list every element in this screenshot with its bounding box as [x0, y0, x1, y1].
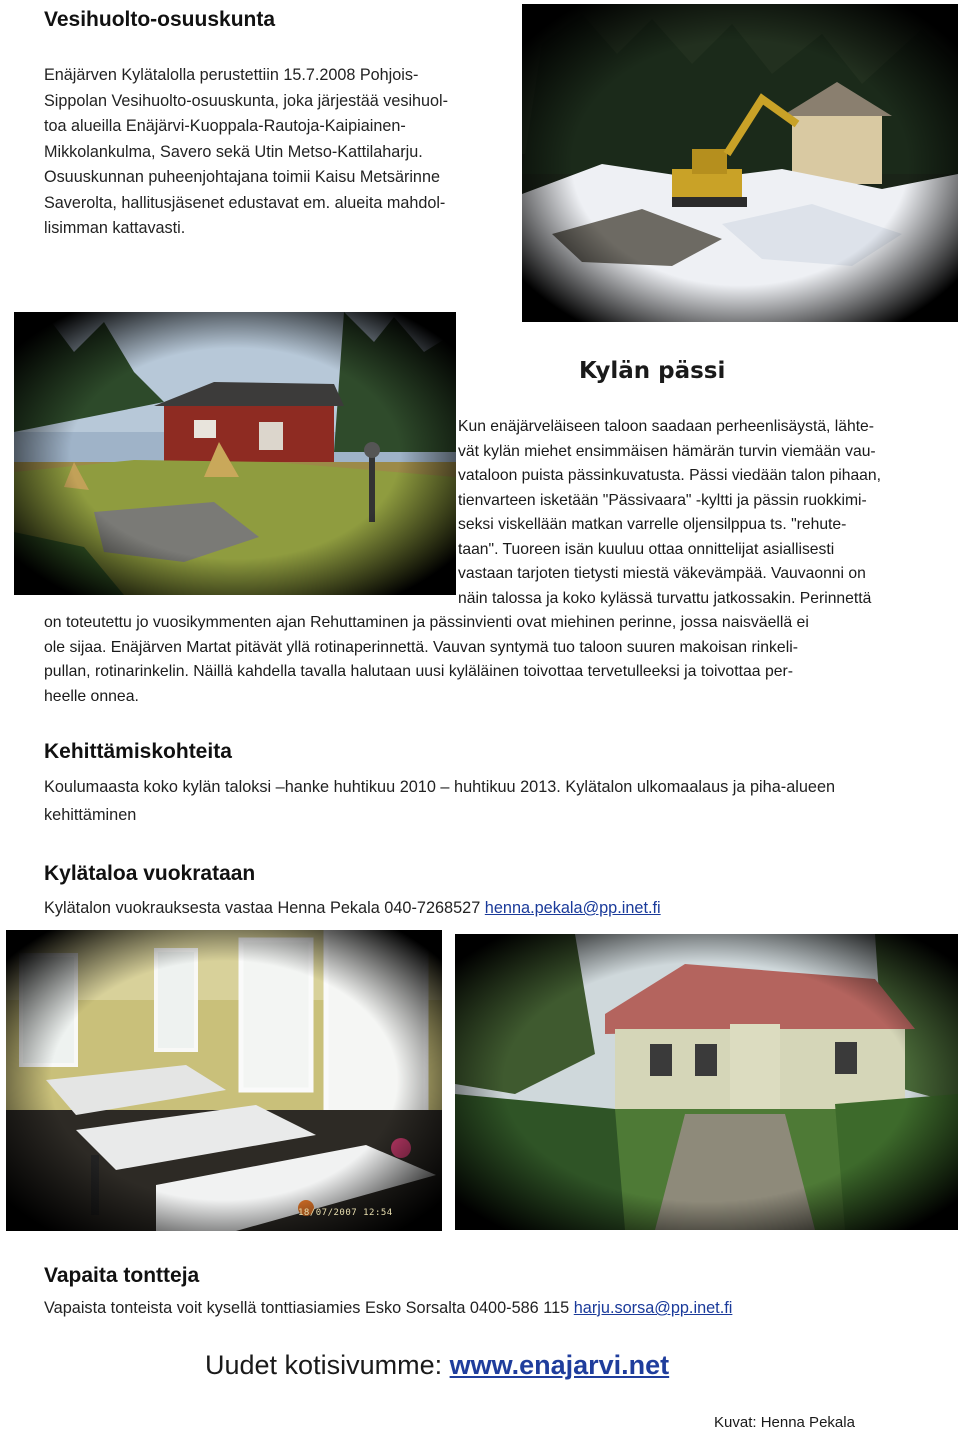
photo-timestamp: 18/07/2007 12:54 — [298, 1208, 393, 1218]
heading-vapaita-tontteja: Vapaita tontteja — [44, 1264, 200, 1287]
website-line — [205, 1350, 669, 1381]
rental-email-link[interactable]: henna.pekala@pp.inet.fi — [484, 899, 661, 917]
text-line: kehittäminen — [44, 806, 137, 824]
text-line: Osuuskunnan puheenjohtajana toimii Kaisu Metsärinne — [44, 168, 440, 186]
photo-excavator-snow — [522, 4, 958, 322]
rental-contact-text: Kylätalon vuokrauksesta vastaa Henna Pekala 040-7268527 — [44, 899, 485, 917]
text-line: taan". Tuoreen isän kuuluu ottaa onnittelijat asiallisesti — [458, 540, 835, 558]
text-line: on toteutettu jo vuosikymmenten ajan Rehuttaminen ja pässinvienti ovat miehinen perinne, jossa naisväellä ei — [44, 614, 809, 631]
paragraph-passi-wide — [44, 611, 809, 709]
text-line: seksi viskellään matkan varrelle oljensilppua ts. "rehute- — [458, 516, 847, 533]
plots-contact-text: Vapaista tonteista voit kysellä tonttiasiamies Esko Sorsalta 0400-586 115 — [44, 1299, 574, 1317]
paragraph-kehittamiskohteita — [44, 773, 835, 829]
text-line: Saverolta, hallitusjäsenet edustavat em. alueita mahdol- — [44, 193, 446, 212]
text-line: vataloon puista pässinkuvatusta. Pässi viedään talon pihaan, — [458, 467, 881, 484]
photo-village-house — [455, 934, 958, 1230]
text-line: Kun enäjärveläiseen taloon saadaan perheenlisäystä, lähte- — [458, 418, 875, 435]
paragraph-vesihuolto — [44, 63, 448, 242]
text-line: Sippolan Vesihuolto-osuuskunta, joka järjestää vesihuol- — [44, 91, 449, 110]
paragraph-passi-narrow — [458, 415, 881, 611]
heading-vesihuolto: Vesihuolto-osuuskunta — [44, 8, 276, 31]
text-line: Enäjärven Kylätalolla perustettiin 15.7.2008 Pohjois- — [44, 66, 419, 84]
text-line: toa alueilla Enäjärvi-Kuoppala-Rautoja-Kaipiainen- — [44, 117, 406, 135]
text-line: heelle onnea. — [44, 687, 139, 705]
text-line: vät kylän miehet ensimmäisen hämärän turvin viemään vau- — [458, 442, 876, 460]
heading-kylan-passi: Kylän pässi — [579, 358, 726, 384]
text-line: ole sijaa. Enäjärven Martat pitävät yllä rotinaperinnettä. Vauvan syntymä tuo taloon suuren makoisan rinkeli- — [44, 638, 798, 656]
paragraph-vuokrataan — [44, 896, 661, 922]
website-link[interactable]: www.enajarvi.net — [449, 1350, 670, 1380]
plots-email-link[interactable]: harju.sorsa@pp.inet.fi — [573, 1299, 733, 1317]
text-line: vastaan tarjoten tietysti miestä väkevämpää. Vauvaonni on — [458, 565, 866, 582]
text-line: pullan, rotinarinkelin. Näillä kahdella tavalla halutaan uusi kyläläinen toivottaa tervetulleeksi ja toivottaa per- — [44, 663, 794, 680]
heading-kehittamiskohteita: Kehittämiskohteita — [44, 740, 232, 763]
text-line: Mikkolankulma, Savero sekä Utin Metso-Kattilaharju. — [44, 142, 423, 161]
text-line: näin talossa ja koko kylässä turvattu jatkossakin. Perinnettä — [458, 589, 872, 607]
website-label: Uudet kotisivumme: — [205, 1350, 450, 1380]
photo-credit: Kuvat: Henna Pekala — [714, 1414, 855, 1431]
text-line: tienvarteen isketään "Pässivaara" -kyltti ja pässin ruokkimi- — [458, 491, 867, 509]
text-line: Koulumaasta koko kylän taloksi –hanke huhtikuu 2010 – huhtikuu 2013. Kylätalon ulkomaalaus ja piha-alueen — [44, 778, 836, 796]
photo-dining-room — [6, 930, 442, 1231]
text-line: lisimman kattavasti. — [44, 219, 186, 237]
photo-red-barn-yard — [14, 312, 456, 595]
paragraph-tontteja — [44, 1296, 732, 1322]
heading-kylataloa-vuokrataan: Kylätaloa vuokrataan — [44, 862, 256, 885]
